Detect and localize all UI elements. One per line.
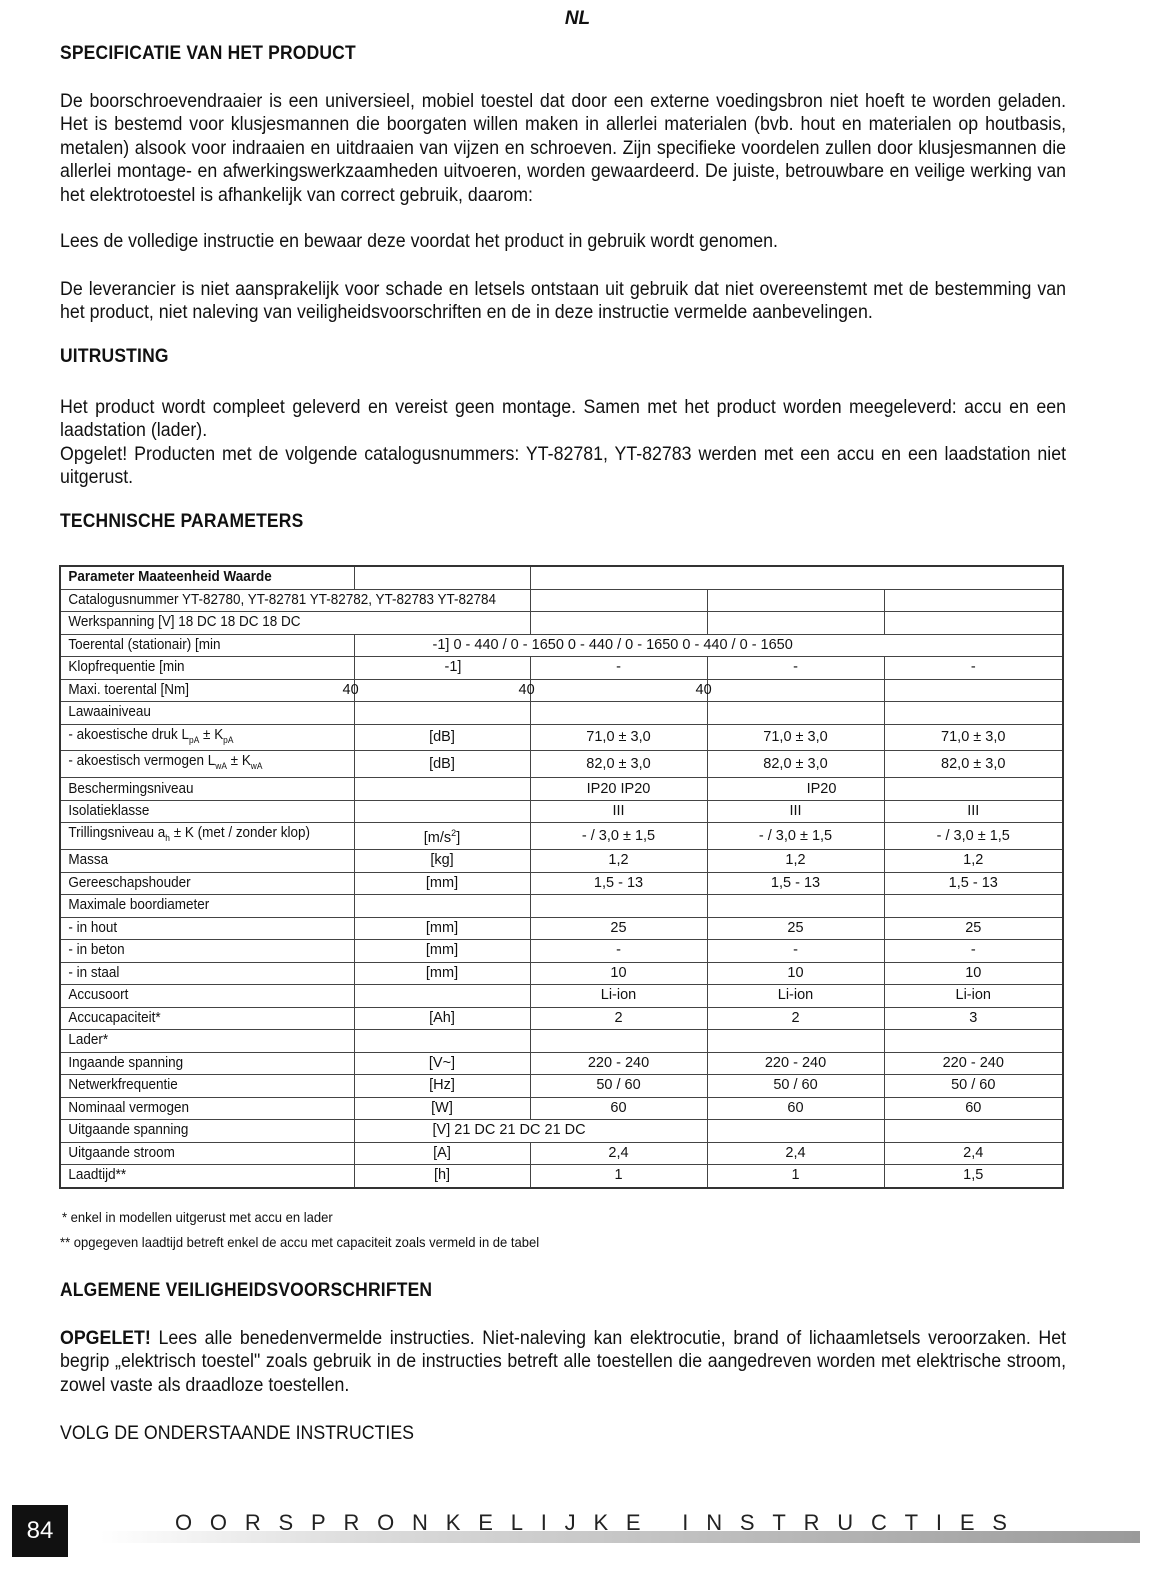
param-label: Gereeschapshouder: [60, 872, 333, 895]
protection-label: Beschermingsniveau: [60, 778, 333, 801]
spec-paragraph-2: Lees de volledige instructie en bewaar deze voordat het product in gebruik wordt genomen.: [60, 231, 778, 252]
speed-label: Toerental (stationair) [min: [60, 634, 333, 657]
value-cell: 50 / 60: [884, 1075, 1063, 1098]
table-row: [60, 850, 1063, 873]
table-row: [60, 566, 1063, 589]
value-cell: 25: [707, 917, 884, 940]
value-cell: - / 3,0 ± 1,5: [884, 823, 1063, 850]
speed-values: -1] 0 - 440 / 0 - 1650 0 - 440 / 0 - 1650 0 - 440 / 0 - 1650: [354, 634, 1063, 657]
table-row: [60, 1120, 1063, 1143]
max-drill-label: Maximale boordiameter: [60, 895, 333, 918]
page-number: 84: [12, 1505, 68, 1557]
param-label: Laadtijd**: [60, 1165, 333, 1188]
table-row: [60, 1075, 1063, 1098]
param-label: Massa: [60, 850, 333, 873]
section-title-equipment: UITRUSTING: [60, 346, 169, 367]
value-cell: 40: [695, 679, 872, 702]
impact-label: Klopfrequentie [min: [60, 657, 333, 680]
footnote-1: * enkel in modellen uitgerust met accu en lader: [62, 1209, 333, 1225]
table-row: [60, 1030, 1063, 1053]
unit-cell: [354, 985, 530, 1008]
value-cell: Li-ion: [707, 985, 884, 1008]
table-row: [60, 1052, 1063, 1075]
value-cell: 1: [530, 1165, 707, 1188]
table-row: [60, 634, 1063, 657]
table-row: [60, 917, 1063, 940]
param-label: Netwerkfrequentie: [60, 1075, 333, 1098]
catalog-row: Catalogusnummer YT-82780, YT-82781 YT-82782, YT-82783 YT-82784: [60, 589, 497, 612]
insulation-label: Isolatieklasse: [60, 800, 333, 823]
unit-cell: $[m/s^2]$: [354, 823, 530, 850]
section-title-safety: ALGEMENE VEILIGHEIDSVOORSCHRIFTEN: [60, 1280, 433, 1301]
spec-paragraph-3: De leverancier is niet aansprakelijk voor schade en letsels ontstaan uit gebruik dat niet overeenstemt met de bestemming van het product, niet naleving van veiligheidsvoorschriften en de in deze instructie vermelde aanbevelingen.: [60, 279, 1067, 324]
value-cell: 1,2: [530, 850, 707, 873]
unit-cell: [mm]: [354, 917, 530, 940]
unit-cell: [kg]: [354, 850, 530, 873]
unit-cell: [h]: [354, 1165, 530, 1188]
value-cell: 40: [342, 679, 518, 702]
param-label: Ingaande spanning: [60, 1052, 333, 1075]
value-cell: 71,0 ± 3,0: [530, 724, 707, 751]
safety-paragraph-1: OPGELET! Lees alle benedenvermelde instructies. Niet-naleving kan elektrocutie, brand of lichaamletsels veroorzaken. Het begrip „elektrisch toestel" zoals gebruik in de instructies betreft alle toestellen die aangedreven worden met elektrische stroom, zowel vaste als draadloze toestellen.: [60, 1328, 1067, 1396]
table-row: [60, 1165, 1063, 1188]
noise-pressure-label: - akoestische druk $L_{pA} \pm K_{pA}$: [60, 724, 333, 751]
value-cell: 1,5: [884, 1165, 1063, 1188]
value-cell: -: [707, 940, 884, 963]
value-cell: 60: [707, 1097, 884, 1120]
value-cell: 10: [707, 962, 884, 985]
value-cell: 1,5 - 13: [884, 872, 1063, 895]
value-cell: 60: [530, 1097, 707, 1120]
unit-cell: [Ah]: [354, 1007, 530, 1030]
spec-paragraph-1: De boorschroevendraaier is een universieel, mobiel toestel dat door een externe voedingsbron niet hoeft te worden geladen. Het is bestemd voor klusjesmannen die boorgaten willen maken in allerlei materialen (bvb. hout en materialen op houtbasis, metalen) alsook voor indraaien en uitdraaien van vijzen en schroeven. Zijn specifieke voordelen zullen door klusjesmannen die allerlei montage- en afwerkingswerkzaamheden uitvoeren, worden gewaardeerd. De juiste, betrouwbare en veilige werking van het elektrotoestel is afhankelijk van correct gebruik, daarom:: [60, 91, 1067, 206]
value-cell: 2,4: [707, 1142, 884, 1165]
value-cell: 2: [530, 1007, 707, 1030]
unit-cell: [V~]: [354, 1052, 530, 1075]
value-cell: - / 3,0 ± 1,5: [530, 823, 707, 850]
table-header-cell: Parameter Maateenheid Waarde: [60, 566, 333, 589]
param-label: Uitgaande stroom: [60, 1142, 333, 1165]
output-voltage-label: Uitgaande spanning: [60, 1120, 333, 1143]
vibration-label: Trillingsniveau $a_h \pm K$ (met / zonder klop): [60, 823, 333, 850]
footer-title: OORSPRONKELIJKE INSTRUCTIES: [175, 1510, 1025, 1535]
table-row: [60, 702, 1063, 725]
value-cell: 25: [884, 917, 1063, 940]
value-cell: 60: [884, 1097, 1063, 1120]
table-row: [60, 724, 1063, 751]
param-label: Accusoort: [60, 985, 333, 1008]
value-cell: -: [530, 940, 707, 963]
param-label: Nominaal vermogen: [60, 1097, 333, 1120]
table-row: [60, 872, 1063, 895]
table-row: [60, 657, 1063, 680]
value-cell: 220 - 240: [884, 1052, 1063, 1075]
value-cell: -: [707, 657, 884, 680]
table-row: [60, 589, 1063, 612]
value-cell: 2,4: [530, 1142, 707, 1165]
value-cell: IP20 IP20: [530, 778, 707, 801]
noise-power-label: - akoestisch vermogen $L_{wA} \pm K_{wA}$: [60, 751, 333, 778]
value-cell: 220 - 240: [707, 1052, 884, 1075]
impact-unit: -1]: [354, 657, 530, 680]
table-row: [60, 895, 1063, 918]
value-cell: Li-ion: [884, 985, 1063, 1008]
table-row: [60, 985, 1063, 1008]
unit-cell: [mm]: [354, 872, 530, 895]
torque-label: Maxi. toerental [Nm]: [60, 679, 333, 702]
param-label: - in hout: [60, 917, 333, 940]
table-row: [60, 940, 1063, 963]
value-cell: 1,2: [707, 850, 884, 873]
output-voltage-values: [V] 21 DC 21 DC 21 DC: [354, 1120, 707, 1143]
section-title-technical: TECHNISCHE PARAMETERS: [60, 511, 304, 532]
value-cell: III: [530, 800, 707, 823]
param-label: - in beton: [60, 940, 333, 963]
value-cell: 1,5 - 13: [707, 872, 884, 895]
value-cell: Li-ion: [530, 985, 707, 1008]
value-cell: IP20: [707, 778, 884, 801]
unit-cell: [A]: [354, 1142, 530, 1165]
value-cell: 82,0 ± 3,0: [530, 751, 707, 778]
charger-label: Lader*: [60, 1030, 333, 1053]
technical-parameters-table: [59, 565, 1064, 1189]
value-cell: 82,0 ± 3,0: [884, 751, 1063, 778]
value-cell: 1,2: [884, 850, 1063, 873]
footnote-2: ** opgegeven laadtijd betreft enkel de accu met capaciteit zoals vermeld in de tabel: [60, 1234, 540, 1250]
value-cell: III: [884, 800, 1063, 823]
unit-cell: [Hz]: [354, 1075, 530, 1098]
value-cell: 40: [518, 679, 695, 702]
value-cell: 25: [530, 917, 707, 940]
value-cell: -: [884, 657, 1063, 680]
value-cell: 10: [884, 962, 1063, 985]
unit-cell: [dB]: [354, 724, 530, 751]
value-cell: 82,0 ± 3,0: [707, 751, 884, 778]
unit-cell: [W]: [354, 1097, 530, 1120]
language-code: NL: [564, 8, 591, 29]
table-row: [60, 823, 1063, 850]
table-row: [60, 612, 1063, 635]
safety-paragraph-2: VOLG DE ONDERSTAANDE INSTRUCTIES: [60, 1423, 415, 1444]
unit-cell: [dB]: [354, 751, 530, 778]
value-cell: 1: [707, 1165, 884, 1188]
table-row: [60, 778, 1063, 801]
value-cell: 10: [530, 962, 707, 985]
value-cell: 3: [884, 1007, 1063, 1030]
value-cell: - / 3,0 ± 1,5: [707, 823, 884, 850]
value-cell: 71,0 ± 3,0: [884, 724, 1063, 751]
table-row: [60, 1142, 1063, 1165]
param-label: - in staal: [60, 962, 333, 985]
voltage-row: Werkspanning [V] 18 DC 18 DC 18 DC: [60, 612, 497, 635]
value-cell: 50 / 60: [530, 1075, 707, 1098]
table-row: [60, 679, 1063, 702]
value-cell: 50 / 60: [707, 1075, 884, 1098]
value-cell: 2,4: [884, 1142, 1063, 1165]
value-cell: 71,0 ± 3,0: [707, 724, 884, 751]
table-row: [60, 962, 1063, 985]
noise-label: Lawaainiveau: [60, 702, 333, 725]
section-title-specification: SPECIFICATIE VAN HET PRODUCT: [60, 43, 356, 64]
table-row: [60, 751, 1063, 778]
table-row: [60, 1097, 1063, 1120]
value-cell: 2: [707, 1007, 884, 1030]
unit-cell: [mm]: [354, 962, 530, 985]
param-label: Accucapaciteit*: [60, 1007, 333, 1030]
equipment-paragraph-2: Opgelet! Producten met de volgende catalogusnummers: YT-82781, YT-82783 werden met een accu en een laadstation niet uitgerust.: [60, 444, 1067, 489]
value-cell: 220 - 240: [530, 1052, 707, 1075]
unit-cell: [mm]: [354, 940, 530, 963]
value-cell: -: [884, 940, 1063, 963]
value-cell: III: [707, 800, 884, 823]
equipment-paragraph-1: Het product wordt compleet geleverd en vereist geen montage. Samen met het product worden meegeleverd: accu en een laadstation (lader).: [60, 397, 1067, 442]
table-row: [60, 800, 1063, 823]
table-row: [60, 1007, 1063, 1030]
value-cell: -: [530, 657, 707, 680]
value-cell: 1,5 - 13: [530, 872, 707, 895]
